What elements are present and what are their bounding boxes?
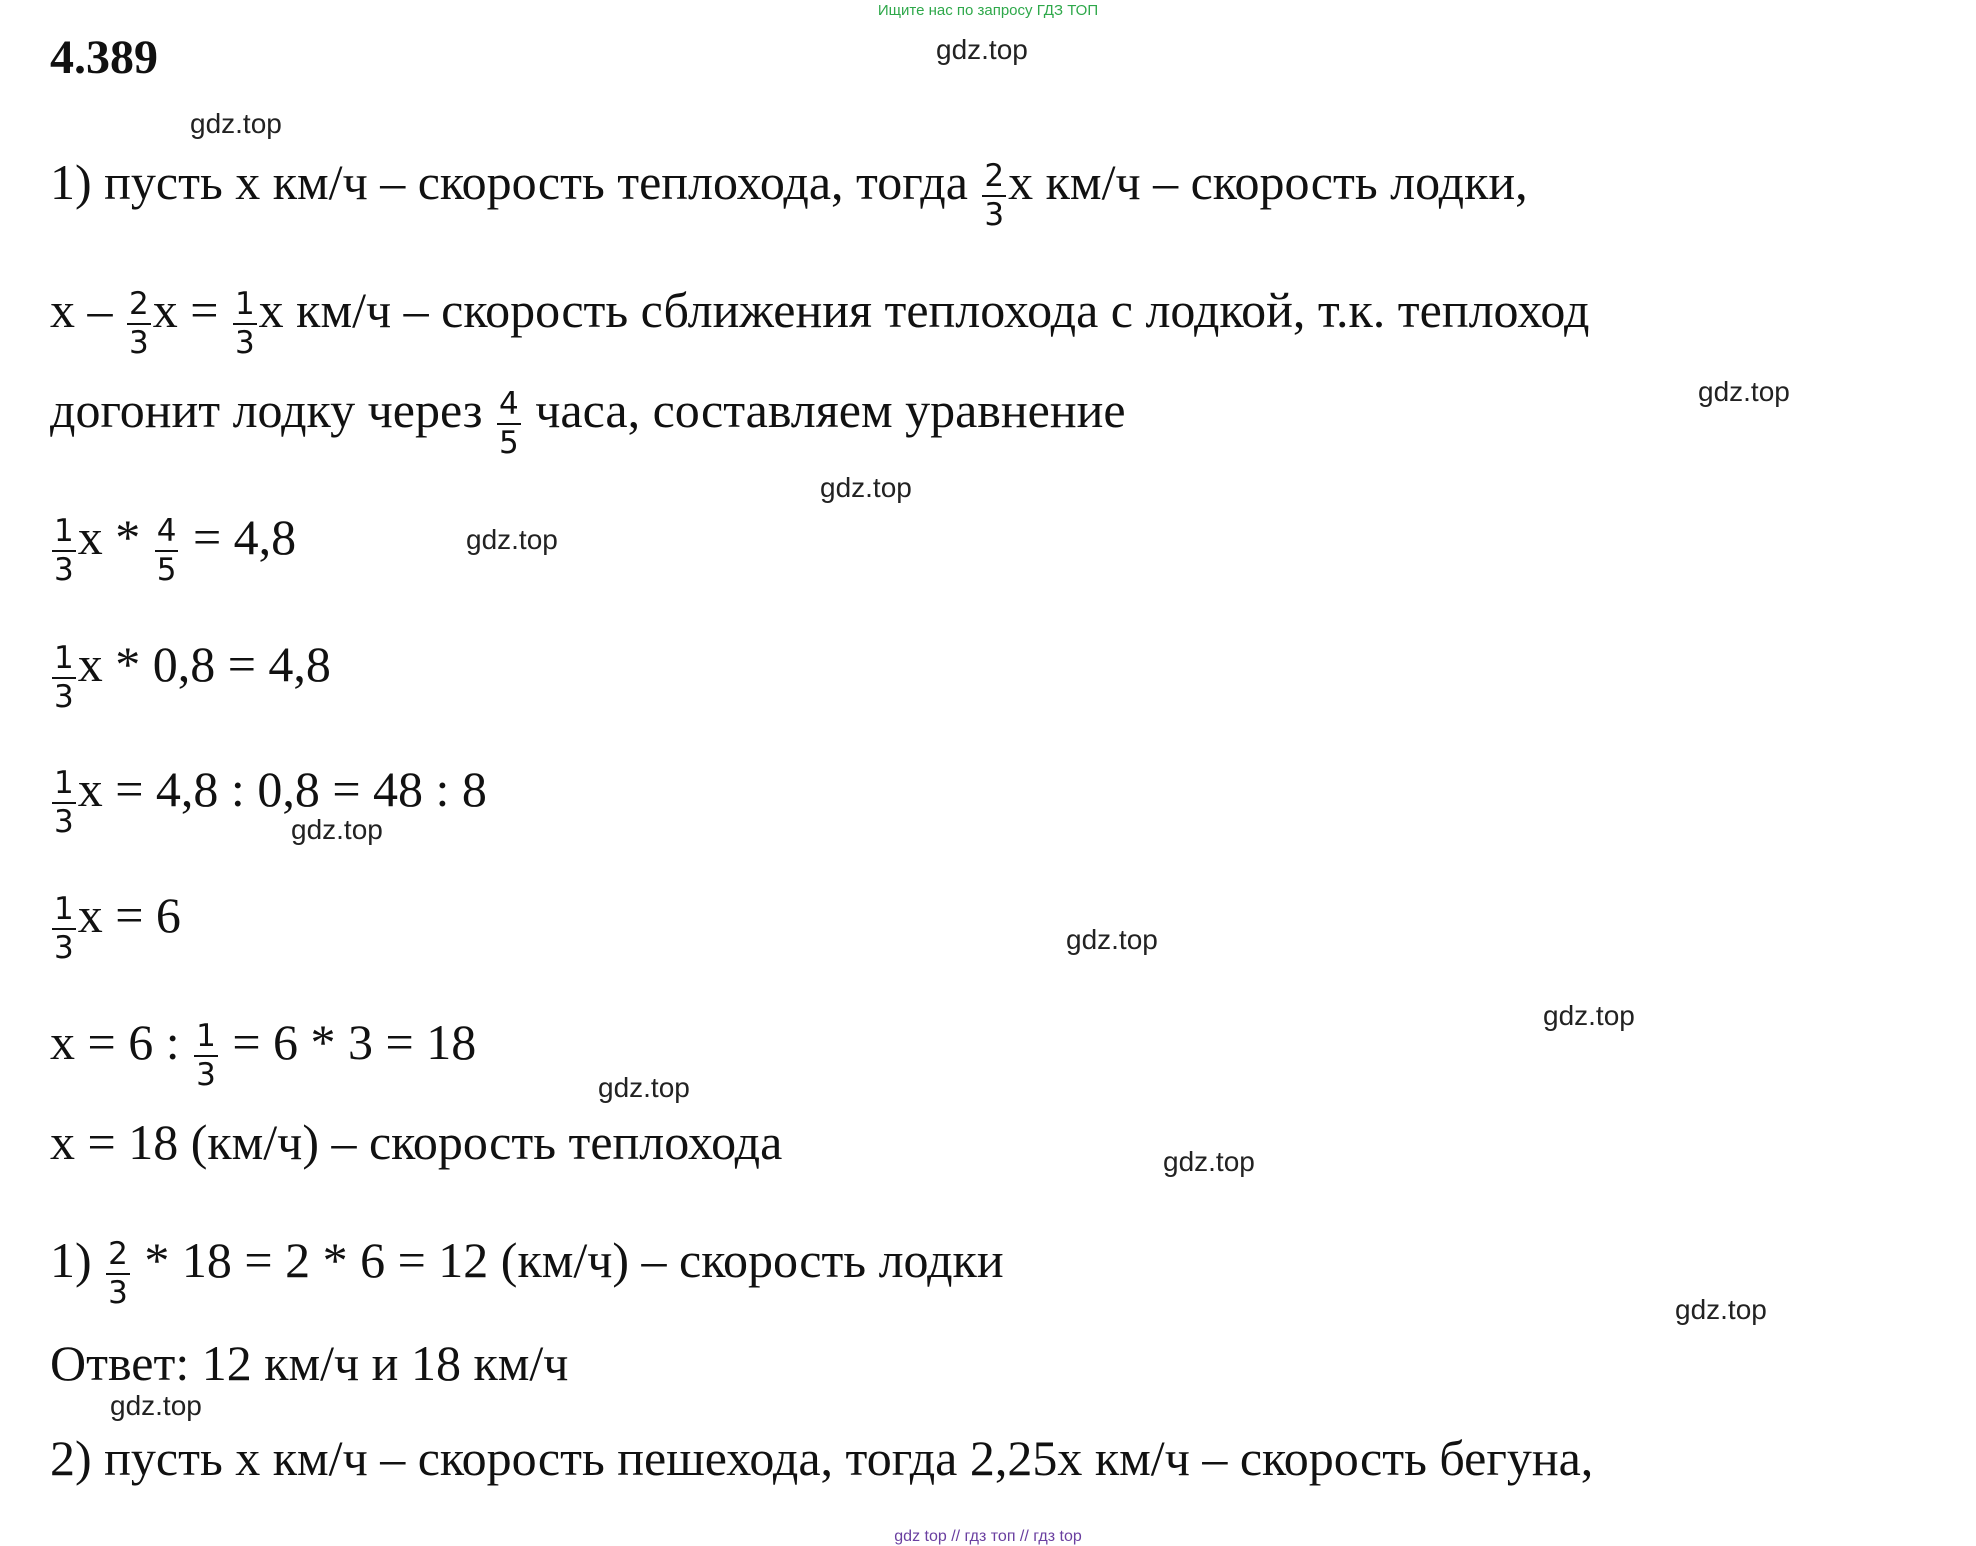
equation-4 — [50, 883, 181, 966]
denominator: 3 — [984, 196, 1005, 233]
solution-line-3 — [50, 378, 1126, 461]
text-segment: х – — [50, 282, 125, 339]
fraction-1-3 — [52, 765, 76, 840]
watermark: gdz.top — [466, 524, 558, 555]
watermark: gdz.top — [110, 1390, 202, 1421]
text-segment: = 6 * 3 = 18 — [219, 1014, 477, 1071]
solution-line-1 — [50, 150, 1528, 233]
fraction-1-3 — [52, 891, 76, 966]
boat-speed-line — [50, 1228, 1004, 1311]
numerator: 2 — [106, 1236, 130, 1275]
numerator: 4 — [155, 513, 179, 552]
part-2-line: 2) пусть х км/ч – скорость пешехода, тогда 2,25х км/ч – скорость бегуна, — [50, 1430, 1594, 1486]
result-line: х = 18 (км/ч) – скорость теплохода — [50, 1114, 783, 1170]
watermark: gdz.top — [1698, 376, 1790, 407]
fraction-2-3 — [127, 286, 151, 361]
numerator: 1 — [194, 1018, 218, 1057]
denominator: 3 — [54, 803, 74, 840]
fraction-1-3 — [233, 286, 257, 361]
text-segment: * 18 = 2 * 6 = 12 (км/ч) – скорость лодки — [131, 1232, 1004, 1289]
denominator: 3 — [54, 678, 74, 715]
watermark: gdz.top — [820, 472, 912, 503]
equation-1 — [50, 505, 297, 588]
answer-line: Ответ: 12 км/ч и 18 км/ч — [50, 1335, 569, 1391]
watermark: gdz.top — [598, 1072, 690, 1103]
equation-5 — [50, 1010, 477, 1093]
denominator: 3 — [129, 324, 149, 361]
numerator: 2 — [127, 286, 151, 325]
watermark: gdz.top — [1543, 1000, 1635, 1031]
denominator: 3 — [54, 929, 74, 966]
denominator: 5 — [499, 424, 519, 461]
text-segment: 1) — [50, 1232, 105, 1289]
watermark: gdz.top — [936, 34, 1028, 65]
numerator: 1 — [233, 286, 257, 325]
text-segment: часа, составляем уравнение — [522, 382, 1126, 439]
text-segment: х км/ч – скорость лодки, — [1008, 154, 1528, 211]
numerator: 1 — [52, 891, 76, 930]
text-segment: х = 6 : — [50, 1014, 193, 1071]
numerator: 1 — [52, 513, 76, 552]
denominator: 3 — [108, 1274, 128, 1311]
text-segment: 1) пусть х км/ч – скорость теплохода, тогда — [50, 154, 981, 211]
denominator: 3 — [196, 1056, 216, 1093]
denominator: 3 — [234, 324, 255, 361]
text-segment: х * 0,8 = 4,8 — [77, 636, 331, 693]
watermark: gdz.top — [190, 108, 282, 139]
problem-number: 4.389 — [50, 31, 158, 84]
fraction-1-3 — [194, 1018, 218, 1093]
watermark: gdz.top — [1675, 1294, 1767, 1325]
watermark: gdz.top — [1163, 1146, 1255, 1177]
footer-watermark: gdz top // гдз топ // гдз top — [894, 1528, 1082, 1545]
fraction-2-3 — [106, 1236, 130, 1311]
fraction-1-3 — [52, 513, 76, 588]
text-segment: х * — [77, 509, 153, 566]
denominator: 5 — [156, 551, 177, 588]
fraction-4-5 — [155, 513, 179, 588]
numerator: 4 — [497, 386, 521, 425]
top-banner: Ищите нас по запросу ГДЗ ТОП — [877, 2, 1099, 19]
equation-3 — [50, 757, 487, 840]
numerator: 1 — [52, 640, 76, 679]
fraction-4-5 — [497, 386, 521, 461]
numerator: 2 — [982, 158, 1006, 197]
denominator: 3 — [54, 551, 74, 588]
text-segment: х = 6 — [77, 887, 181, 944]
text-segment: = 4,8 — [180, 509, 297, 566]
equation-2 — [50, 632, 331, 715]
text-segment: догонит лодку через — [50, 382, 495, 439]
watermark: gdz.top — [1066, 924, 1158, 955]
fraction-1-3 — [52, 640, 76, 715]
numerator: 1 — [52, 765, 76, 804]
text-segment: х = 4,8 : 0,8 = 48 : 8 — [77, 761, 487, 818]
text-segment: х = — [152, 282, 231, 339]
watermark: gdz.top — [291, 814, 383, 845]
fraction-2-3 — [982, 158, 1006, 233]
solution-line-2 — [50, 278, 1590, 361]
text-segment: х км/ч – скорость сближения теплохода с лодкой, т.к. теплоход — [258, 282, 1590, 339]
